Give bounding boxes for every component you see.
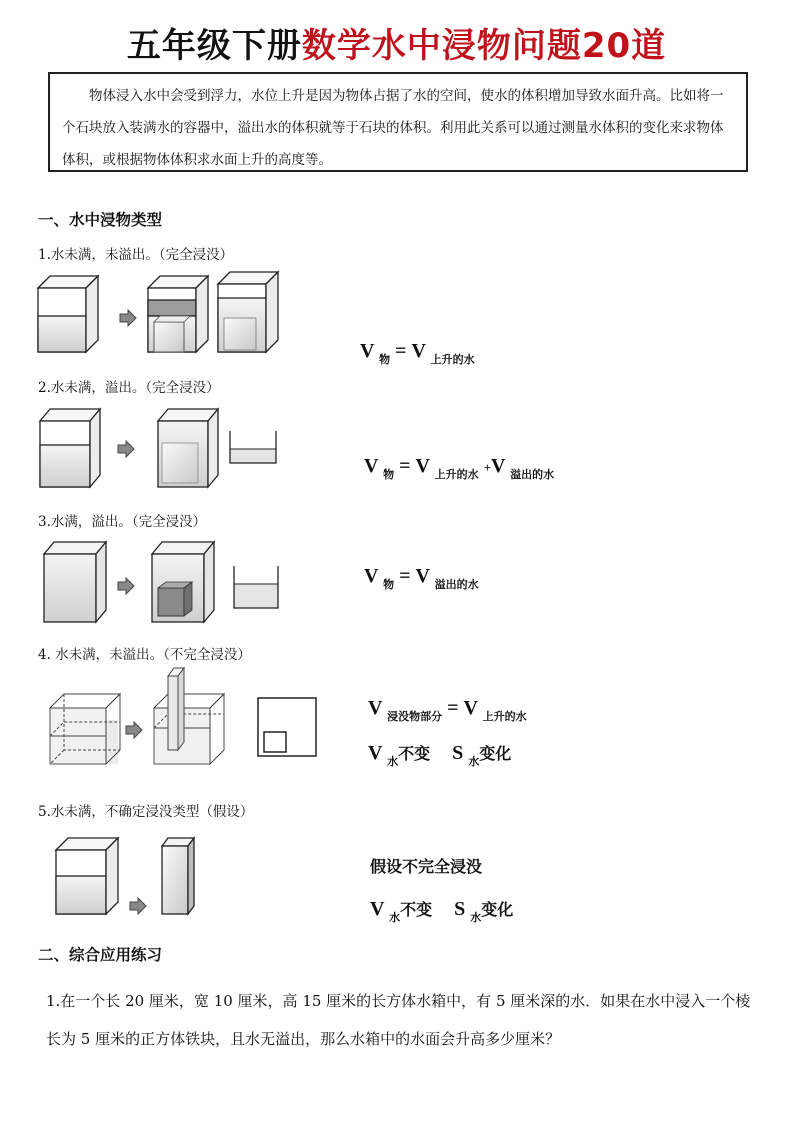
overflow-tray — [230, 431, 276, 463]
changed-text: 变化 — [481, 900, 514, 919]
formula-sub-water: 水 — [468, 755, 480, 768]
section-heading-types: 一、水中浸物类型 — [38, 211, 163, 229]
formula-sub-object: 物 — [383, 578, 395, 591]
formula-sub-risen-water: 上升的水 — [434, 468, 479, 481]
type3-diagram — [36, 538, 286, 628]
unchanged-text: 不变 — [400, 900, 433, 919]
type5-label: 5.水未满，不确定浸没类型（假设） — [38, 804, 254, 820]
type2-diagram — [36, 403, 286, 493]
formula-sub-water: 水 — [470, 911, 482, 924]
formula-sub-risen-water: 上升的水 — [482, 710, 527, 723]
title-black-part: 五年级下册 — [126, 26, 302, 66]
top-view-diagram — [258, 698, 316, 756]
overflow-tray — [234, 566, 278, 608]
formula-sub-immersed-part: 浸没物部分 — [387, 710, 443, 723]
type5-assumption: 假设不完全浸没 — [370, 857, 483, 876]
arrow-icon — [126, 722, 142, 738]
container-overflowing — [158, 409, 218, 487]
volume-symbol: V — [364, 455, 379, 477]
type4-formula — [368, 697, 527, 724]
area-symbol: S — [452, 742, 464, 764]
volume-symbol: V — [364, 565, 379, 587]
type1-formula — [360, 340, 475, 367]
practice-problem-1: 1.在一个长 20 厘米，宽 10 厘米，高 15 厘米的长方体水箱中，有 5 厘米深的水．如果在水中浸入一个棱长为 5 厘米的正方体铁块，且水无溢出，那么水箱中的水面会升高多少厘米？ — [46, 992, 751, 1048]
volume-symbol: V — [415, 565, 430, 587]
formula-sub-object: 物 — [379, 353, 391, 366]
equals-sign: = — [399, 455, 411, 477]
container-before — [56, 838, 118, 914]
formula-sub-overflow-water: 溢出的水 — [510, 468, 555, 481]
type3-label: 3.水满，溢出。（完全浸没） — [38, 514, 207, 530]
container-full — [44, 542, 106, 622]
equals-sign: = — [447, 697, 459, 719]
volume-symbol: V — [411, 340, 426, 362]
container-with-tall-bar — [154, 668, 224, 764]
volume-symbol: V — [368, 742, 383, 764]
equals-sign: = — [399, 565, 411, 587]
container-before — [38, 276, 98, 352]
arrow-icon — [130, 898, 146, 914]
type2-label: 2.水未满，溢出。（完全浸没） — [38, 380, 220, 396]
title-red-part: 数学水中浸物问题20道 — [301, 26, 667, 66]
arrow-icon — [120, 310, 136, 326]
type4-label: 4. 水未满，未溢出。（不完全浸没） — [38, 647, 251, 663]
transparent-container — [50, 694, 120, 764]
intro-box — [48, 72, 748, 172]
container-before — [40, 409, 100, 487]
formula-sub-risen-water: 上升的水 — [430, 353, 475, 366]
formula-sub-object: 物 — [383, 468, 395, 481]
arrow-icon — [118, 578, 134, 594]
type5-diagram — [50, 832, 210, 922]
container-full-with-cube — [152, 542, 214, 622]
section-heading-practice: 二、综合应用练习 — [38, 946, 163, 964]
area-symbol: S — [454, 898, 466, 920]
arrow-icon — [118, 441, 134, 457]
container-with-cube — [148, 276, 208, 352]
unchanged-text: 不变 — [398, 744, 431, 763]
page-title — [0, 18, 793, 67]
type1-label: 1.水未满，未溢出。（完全浸没） — [38, 247, 234, 263]
type2-formula — [364, 455, 554, 482]
volume-symbol: V — [415, 455, 430, 477]
equals-sign: = — [395, 340, 407, 362]
formula-sub-overflow-water: 溢出的水 — [434, 578, 479, 591]
tall-cuboid — [162, 838, 194, 914]
type4-diagram — [40, 664, 330, 774]
volume-symbol: V — [491, 455, 506, 477]
volume-symbol: V — [463, 697, 478, 719]
type3-formula — [364, 565, 479, 592]
volume-symbol: V — [360, 340, 375, 362]
volume-symbol: V — [368, 697, 383, 719]
formula-sub-water: 水 — [389, 911, 401, 924]
changed-text: 变化 — [479, 744, 512, 763]
container-water-risen — [218, 272, 278, 352]
volume-symbol: V — [370, 898, 385, 920]
formula-sub-water: 水 — [387, 755, 399, 768]
plus-sign: + — [483, 460, 492, 475]
type5-formula-line2 — [370, 897, 513, 925]
type4-formula-line2 — [368, 741, 511, 769]
type1-diagram — [36, 270, 286, 362]
intro-text: 物体浸入水中会受到浮力，水位上升是因为物体占据了水的空间，使水的体积增加导致水面升高。比如将一个石块放入装满水的容器中，溢出水的体积就等于石块的体积。利用此关系可以通过测量水体积的变化来求物体体积，或根据物体体积求水面上升的高度等。 — [62, 88, 724, 168]
